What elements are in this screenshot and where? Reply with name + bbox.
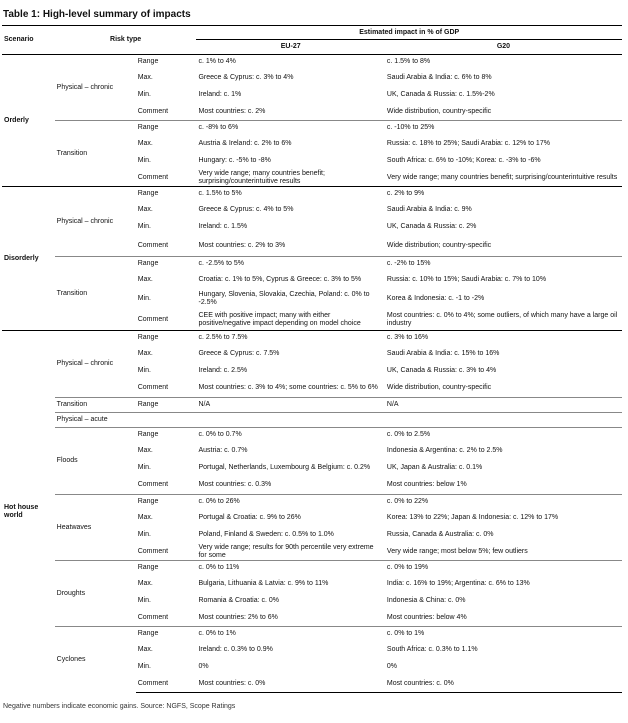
row-label: Comment: [137, 241, 169, 249]
eu27-value: Ireland: c. 2.5%: [198, 366, 248, 374]
eu27-value: Most countries: c. 2%: [198, 107, 266, 115]
eu27-value: Greece & Cyprus: c. 3% to 4%: [198, 73, 294, 81]
row-label: Min.: [137, 662, 151, 670]
g20-value: Indonesia & China: c. 0%: [386, 596, 466, 604]
eu27-value: c. 2.5% to 7.5%: [198, 334, 248, 342]
eu27-value: N/A: [196, 398, 384, 413]
table-row: [2, 561, 622, 576]
g20-value: Saudi Arabia & India: c. 6% to 8%: [386, 73, 492, 81]
row-label: Max.: [137, 513, 153, 521]
eu27-value: Ireland: c. 1.5%: [198, 222, 248, 230]
eu27-value: Austria: c. 0.7%: [198, 446, 248, 454]
header-scenario: Scenario: [2, 26, 55, 55]
g20-value: c. 0% to 19%: [385, 561, 622, 576]
scenario-group: [2, 331, 622, 693]
row-label: Range: [136, 561, 197, 576]
g20-value: c. -10% to 25%: [385, 121, 622, 136]
g20-value: Korea: 13% to 22%; Japan & Indonesia: c. 12% to 17%: [386, 513, 559, 521]
g20-value: South Africa: c. 6% to -10%; Korea: c. -3% to -6%: [386, 156, 541, 164]
g20-value: UK, Canada & Russia: c. 3% to 4%: [386, 366, 497, 374]
header-risk-type: Risk type: [55, 26, 197, 55]
risk-type-name: Cyclones: [55, 627, 136, 693]
row-label: Min.: [137, 366, 151, 374]
eu27-value: c. -2.5% to 5%: [196, 257, 384, 272]
eu27-value: c. 0% to 11%: [196, 561, 384, 576]
row-label: Comment: [137, 547, 169, 555]
eu27-value: c. -8% to 6%: [196, 121, 384, 136]
footnote: Negative numbers indicate economic gains. Source: NGFS, Scope Ratings: [3, 703, 236, 710]
row-label: Min.: [137, 222, 151, 230]
g20-value: c. -2% to 15%: [385, 257, 622, 272]
g20-value: N/A: [385, 398, 622, 413]
scenario-name: Orderly: [4, 116, 29, 124]
scenario-name: Hot house world: [4, 504, 39, 519]
table-row: [2, 187, 622, 202]
g20-value: UK, Canada & Russia: c. 2%: [386, 222, 477, 230]
row-label: Comment: [137, 613, 169, 621]
g20-value: Very wide range; most below 5%; few outliers: [386, 547, 528, 555]
eu27-value: c. 0% to 1%: [196, 627, 384, 642]
g20-value: India: c. 16% to 19%; Argentina: c. 6% to 13%: [386, 579, 530, 587]
risk-type-name: Physical – acute: [55, 413, 622, 428]
scenario-name: Disorderly: [4, 254, 39, 262]
risk-type-name: Transition: [55, 121, 136, 187]
eu27-value: Greece & Cyprus: c. 4% to 5%: [198, 205, 294, 213]
row-label: Range: [136, 495, 197, 510]
g20-value: Most countries: below 1%: [386, 481, 467, 489]
header-estimated-impact: Estimated impact in % of GDP: [196, 26, 622, 40]
row-label: Range: [136, 627, 197, 642]
g20-value: Wide distribution; country-specific: [386, 241, 492, 249]
row-label: Comment: [137, 384, 169, 392]
g20-value: c. 1.5% to 8%: [386, 58, 431, 66]
g20-value: UK, Canada & Russia: c. 1.5%-2%: [386, 90, 495, 98]
g20-value: c. 0% to 2.5%: [385, 428, 622, 443]
eu27-value: 0%: [198, 662, 209, 670]
row-label: Min.: [137, 156, 151, 164]
row-label: Max.: [137, 349, 153, 357]
row-label: Max.: [137, 73, 153, 81]
row-label: Range: [136, 121, 197, 136]
row-label: Max.: [137, 446, 153, 454]
g20-value: Very wide range; many countries benefit; surprising/counterintuitive results: [386, 173, 618, 181]
g20-value: Saudi Arabia & India: c. 15% to 16%: [386, 349, 500, 357]
g20-value: UK, Japan & Australia: c. 0.1%: [386, 463, 483, 471]
g20-value: c. 0% to 1%: [385, 627, 622, 642]
row-label: Min.: [137, 463, 151, 471]
table-row: [2, 398, 622, 413]
eu27-value: Ireland: c. 1%: [198, 90, 242, 98]
eu27-value: Very wide range; many countries benefit; surprising/counterintuitive results: [198, 170, 325, 185]
g20-value: Most countries: below 4%: [386, 613, 467, 621]
table-row: [2, 428, 622, 443]
g20-value: Most countries: c. 0% to 4%; some outliers, of which many have a large oil industry: [386, 312, 618, 327]
eu27-value: c. 1% to 4%: [198, 58, 236, 66]
eu27-value: Most countries: c. 0%: [196, 675, 384, 693]
row-label: Comment: [137, 481, 169, 489]
g20-value: Wide distribution, country-specific: [386, 107, 492, 115]
row-label: Min.: [137, 530, 151, 538]
g20-value: 0%: [386, 662, 398, 670]
eu27-value: Very wide range; results for 90th percentile very extreme for some: [198, 544, 374, 559]
table-row: [2, 257, 622, 272]
g20-value: Saudi Arabia & India: c. 9%: [386, 205, 472, 213]
row-label: Max.: [137, 579, 153, 587]
row-label: Max.: [137, 275, 153, 283]
risk-type-name: Physical – chronic: [56, 217, 114, 225]
eu27-value: Greece & Cyprus: c. 7.5%: [198, 349, 280, 357]
row-label: Comment: [137, 107, 169, 115]
risk-type-name: Physical – chronic: [56, 83, 114, 91]
g20-value: c. 3% to 16%: [386, 334, 429, 342]
row-label: Max.: [137, 139, 153, 147]
g20-value: Korea & Indonesia: c. -1 to -2%: [386, 294, 485, 302]
row-label: Range: [136, 257, 197, 272]
row-label: Comment: [137, 173, 169, 181]
row-label: Range: [136, 398, 197, 413]
g20-value: Indonesia & Argentina: c. 2% to 2.5%: [386, 446, 503, 454]
table-row: [2, 121, 622, 136]
g20-value: Russia, Canada & Australia: c. 0%: [386, 530, 494, 538]
g20-value: South Africa: c. 0.3% to 1.1%: [386, 645, 478, 653]
risk-type-name: Physical – chronic: [56, 360, 114, 368]
eu27-value: Most countries: c. 2% to 3%: [198, 241, 286, 249]
eu27-value: Hungary, Slovenia, Slovakia, Czechia, Poland: c. 0% to -2.5%: [198, 291, 370, 306]
eu27-value: Most countries: 2% to 6%: [198, 613, 278, 621]
row-label: Comment: [136, 675, 197, 693]
eu27-value: Hungary: c. -5% to -8%: [198, 156, 271, 164]
g20-value: Most countries: c. 0%: [385, 675, 622, 693]
header-eu27: EU-27: [280, 43, 301, 51]
row-label: Max.: [137, 205, 153, 213]
eu27-value: CEE with positive impact; many with either positive/negative impact depending on model choice: [198, 312, 361, 327]
row-label: Max.: [137, 645, 153, 653]
row-label: Comment: [137, 315, 169, 323]
eu27-value: Romania & Croatia: c. 0%: [198, 596, 280, 604]
table-row: [2, 55, 622, 70]
eu27-value: Croatia: c. 1% to 5%, Cyprus & Greece: c. 3% to 5%: [198, 275, 362, 283]
g20-value: Wide distribution, country-specific: [386, 384, 492, 392]
row-label: Range: [136, 428, 197, 443]
g20-value: c. 2% to 9%: [386, 190, 425, 198]
risk-type-name: Droughts: [55, 561, 136, 627]
eu27-value: Most countries: c. 3% to 4%; some countries: c. 5% to 6%: [198, 384, 378, 392]
risk-subheader-row: [2, 413, 622, 428]
row-label: Range: [137, 334, 159, 342]
row-label: Min.: [137, 294, 151, 302]
risk-type-name: Transition: [55, 257, 136, 331]
impact-summary-table: [2, 25, 622, 693]
table-row: [2, 495, 622, 510]
eu27-value: Portugal & Croatia: c. 9% to 26%: [198, 513, 301, 521]
eu27-value: Austria & Ireland: c. 2% to 6%: [198, 139, 292, 147]
eu27-value: Most countries: c. 0.3%: [198, 481, 272, 489]
row-label: Range: [137, 58, 159, 66]
eu27-value: c. 1.5% to 5%: [198, 190, 242, 198]
eu27-value: Ireland: c. 0.3% to 0.9%: [198, 645, 273, 653]
row-label: Range: [137, 190, 159, 198]
eu27-value: Poland, Finland & Sweden: c. 0.5% to 1.0%: [198, 530, 334, 538]
risk-type-name: Transition: [55, 398, 136, 413]
eu27-value: c. 0% to 26%: [196, 495, 384, 510]
risk-type-name: Heatwaves: [55, 495, 136, 561]
scenario-group: [2, 187, 622, 331]
g20-value: Russia: c. 18% to 25%; Saudi Arabia: c. 12% to 17%: [386, 139, 550, 147]
risk-type-name: Floods: [55, 428, 136, 495]
header-g20: G20: [496, 43, 511, 51]
table-title: Table 1: High-level summary of impacts: [3, 9, 191, 20]
eu27-value: Bulgaria, Lithuania & Latvia: c. 9% to 11%: [198, 579, 329, 587]
eu27-value: c. 0% to 0.7%: [196, 428, 384, 443]
eu27-value: Portugal, Netherlands, Luxembourg & Belgium: c. 0.2%: [198, 463, 371, 471]
g20-value: c. 0% to 22%: [385, 495, 622, 510]
table-row: [2, 627, 622, 642]
g20-value: Russia: c. 10% to 15%; Saudi Arabia: c. 7% to 10%: [386, 275, 547, 283]
row-label: Min.: [137, 90, 151, 98]
scenario-group: [2, 55, 622, 187]
row-label: Min.: [137, 596, 151, 604]
table-row: [2, 331, 622, 346]
